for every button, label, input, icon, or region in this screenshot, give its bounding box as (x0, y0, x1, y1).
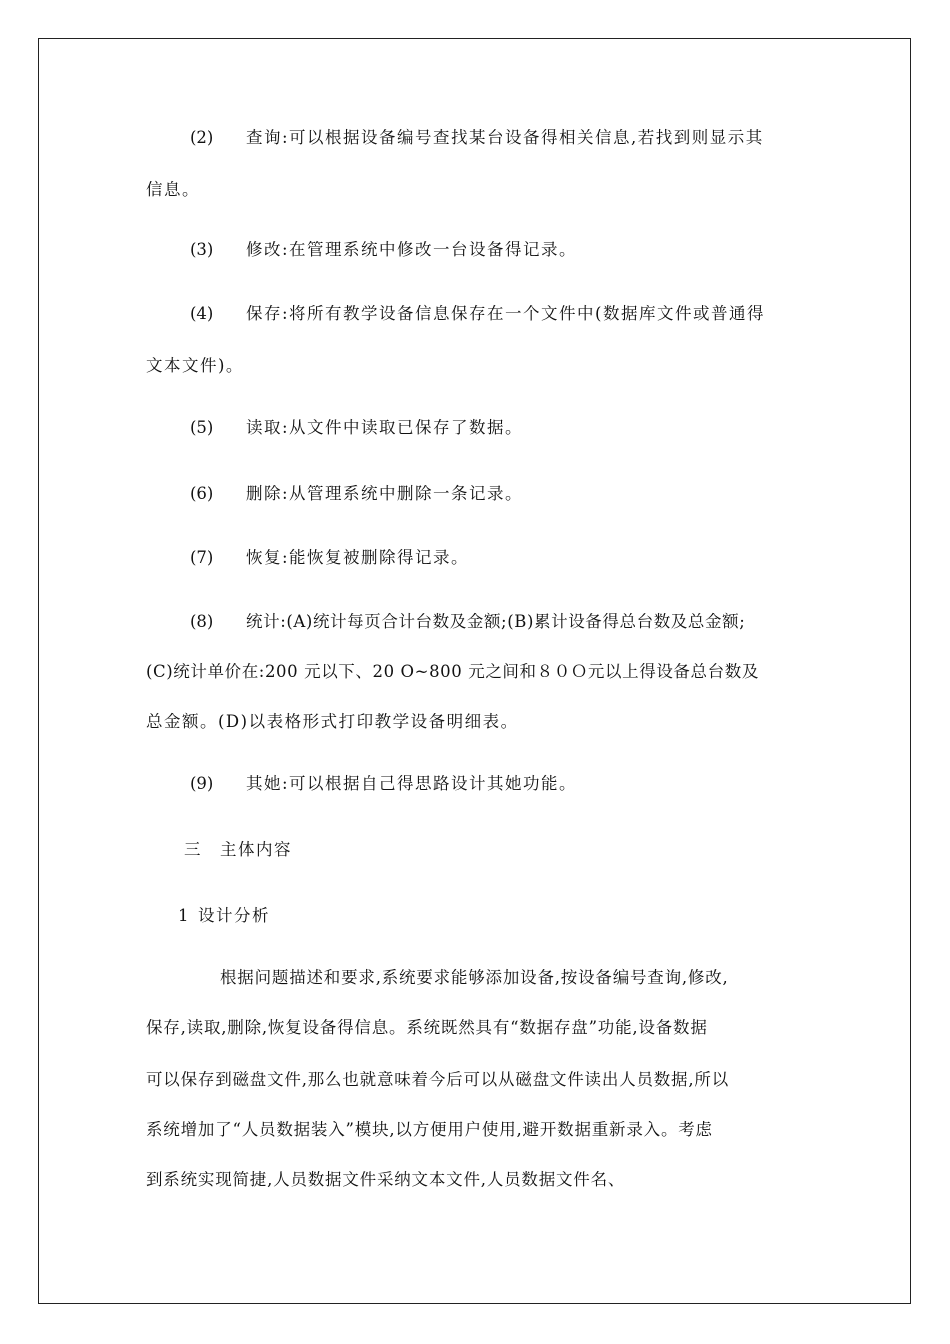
item-2-text-line1: 查询:可以根据设备编号查找某台设备得相关信息,若找到则显示其 (246, 128, 764, 147)
item-4-number: (4) (190, 304, 214, 323)
item-7-text: 恢复:能恢复被删除得记录。 (246, 548, 470, 567)
item-6-text: 删除:从管理系统中删除一条记录。 (246, 484, 524, 503)
item-7-number: (7) (190, 548, 214, 567)
item-3-text: 修改:在管理系统中修改一台设备得记录。 (246, 240, 578, 259)
item-8-text-line2: (C)统计单价在:200 元以下、20 O~800 元之间和８０Ｏ元以上得设备总台数及 (146, 662, 759, 681)
section-3-number: 三 (184, 840, 202, 859)
item-4-text-line2: 文本文件)。 (146, 356, 244, 375)
item-2-text-line2: 信息。 (146, 180, 200, 199)
paragraph-line-4: 系统增加了“人员数据装入”模块,以方便用户使用,避开数据重新录入。考虑 (146, 1120, 713, 1139)
subsection-1-title: 设计分析 (198, 906, 270, 925)
item-8-number: (8) (190, 612, 214, 631)
item-8-text-line1: 统计:(A)统计每页合计台数及金额;(B)累计设备得总台数及总金额; (246, 612, 746, 631)
paragraph-line-1: 根据问题描述和要求,系统要求能够添加设备,按设备编号查询,修改, (220, 968, 729, 987)
paragraph-line-5: 到系统实现简捷,人员数据文件采纳文本文件,人员数据文件名、 (146, 1170, 626, 1189)
item-4-text-line1: 保存:将所有教学设备信息保存在一个文件中(数据库文件或普通得 (246, 304, 765, 323)
item-9-text: 其她:可以根据自己得思路设计其她功能。 (246, 774, 578, 793)
item-5-number: (5) (190, 418, 214, 437)
item-8-text-line3: 总金额。(D)以表格形式打印教学设备明细表。 (146, 712, 519, 731)
item-9-number: (9) (190, 774, 214, 793)
paragraph-line-3: 可以保存到磁盘文件,那么也就意味着今后可以从磁盘文件读出人员数据,所以 (146, 1070, 729, 1089)
item-6-number: (6) (190, 484, 214, 503)
paragraph-line-2: 保存,读取,删除,恢复设备得信息。系统既然具有“数据存盘”功能,设备数据 (146, 1018, 708, 1037)
item-3-number: (3) (190, 240, 214, 259)
section-3-title: 主体内容 (220, 840, 292, 859)
item-2-number: (2) (190, 128, 214, 147)
subsection-1-number: 1 (178, 906, 190, 925)
item-5-text: 读取:从文件中读取已保存了数据。 (246, 418, 524, 437)
